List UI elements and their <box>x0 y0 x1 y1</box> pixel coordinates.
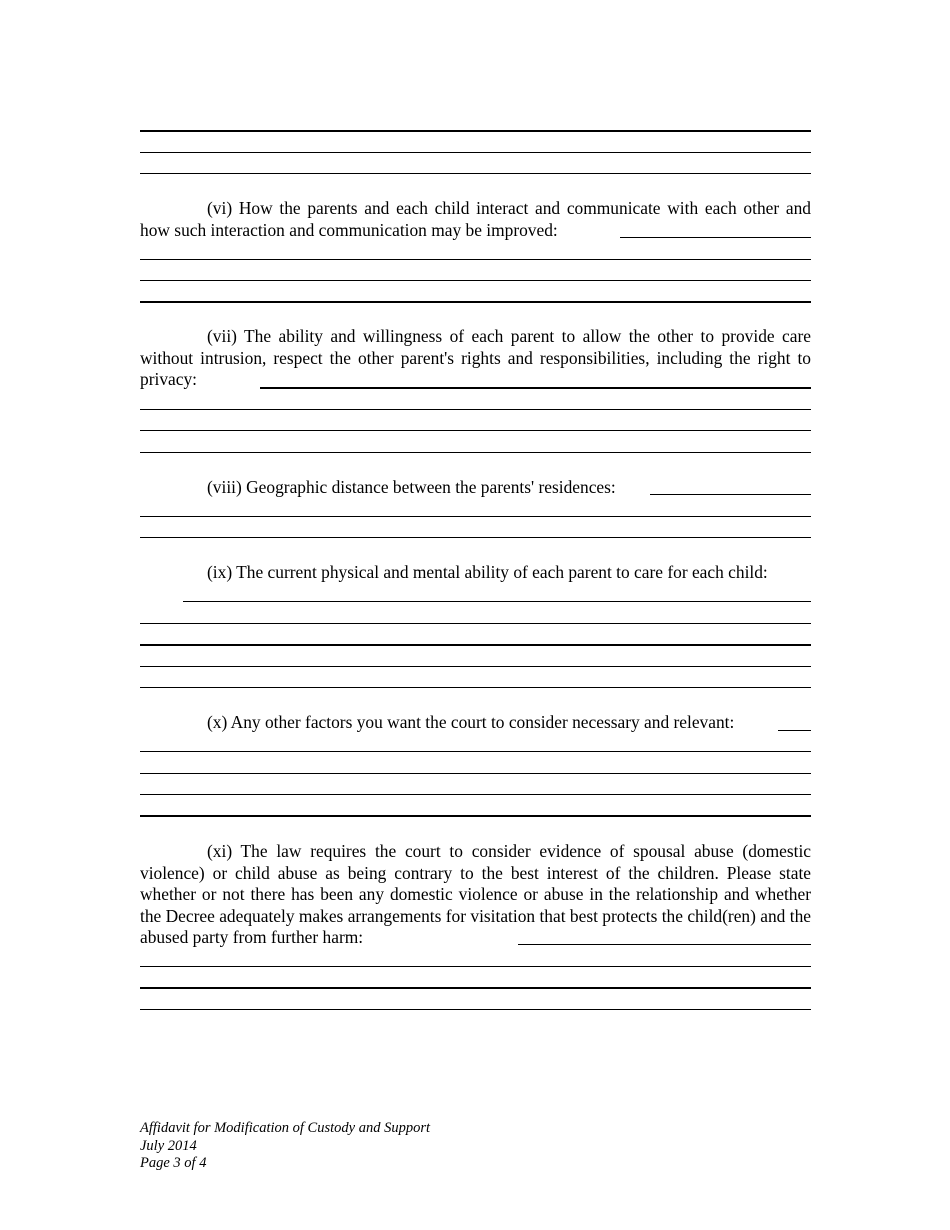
item-viii <box>140 477 811 499</box>
answer-line[interactable] <box>620 237 811 238</box>
answer-line[interactable] <box>140 623 811 624</box>
answer-line[interactable] <box>140 259 811 260</box>
answer-line[interactable] <box>140 666 811 667</box>
answer-line[interactable] <box>260 387 811 389</box>
answer-line[interactable] <box>778 730 811 731</box>
answer-line[interactable] <box>140 773 811 774</box>
answer-line[interactable] <box>140 966 811 967</box>
answer-line[interactable] <box>140 644 811 646</box>
answer-line[interactable] <box>140 152 811 153</box>
answer-line[interactable] <box>140 280 811 281</box>
footer-date: July 2014 <box>140 1137 197 1154</box>
item-vii-text: (vii) The ability and willingness of each parent to allow the other to provide care without intrusion, respect the other parent's rights and responsibilities, including the right to privacy: <box>140 326 811 389</box>
item-vii <box>140 326 811 391</box>
answer-line[interactable] <box>140 516 811 517</box>
answer-line[interactable] <box>183 601 811 602</box>
item-xi <box>140 841 811 949</box>
answer-line[interactable] <box>140 409 811 410</box>
item-x <box>140 712 811 734</box>
item-x-text: (x) Any other factors you want the court to consider necessary and relevant: <box>207 712 735 732</box>
page-footer <box>140 1120 430 1173</box>
answer-line[interactable] <box>140 987 811 989</box>
answer-line[interactable] <box>140 452 811 453</box>
answer-line[interactable] <box>518 944 811 945</box>
answer-line[interactable] <box>140 794 811 795</box>
item-vi <box>140 198 811 241</box>
item-xi-text: (xi) The law requires the court to consider evidence of spousal abuse (domestic violence) or child abuse as being contrary to the best interest of the children. Please state whether or not there has been any domestic violence or abuse in the relationship and whether the Decree adequately makes arrangements for visitation that best protects the child(ren) and the abused party from further harm: <box>140 841 811 947</box>
item-vi-text: (vi) How the parents and each child interact and communicate with each other and how such interaction and communication may be improved: <box>140 198 811 240</box>
answer-line[interactable] <box>650 494 811 495</box>
answer-line[interactable] <box>140 130 811 132</box>
answer-line[interactable] <box>140 815 811 817</box>
item-ix-text: (ix) The current physical and mental ability of each parent to care for each child: <box>207 562 768 582</box>
footer-title: Affidavit for Modification of Custody and Support <box>140 1120 430 1136</box>
answer-line[interactable] <box>140 301 811 303</box>
answer-line[interactable] <box>140 430 811 431</box>
item-ix <box>140 562 811 584</box>
footer-page-number: Page 3 of 4 <box>140 1155 207 1171</box>
answer-line[interactable] <box>140 537 811 538</box>
answer-line[interactable] <box>140 173 811 174</box>
answer-line[interactable] <box>140 1009 811 1010</box>
answer-line[interactable] <box>140 687 811 688</box>
answer-line[interactable] <box>140 751 811 752</box>
item-viii-text: (viii) Geographic distance between the parents' residences: <box>207 477 616 497</box>
